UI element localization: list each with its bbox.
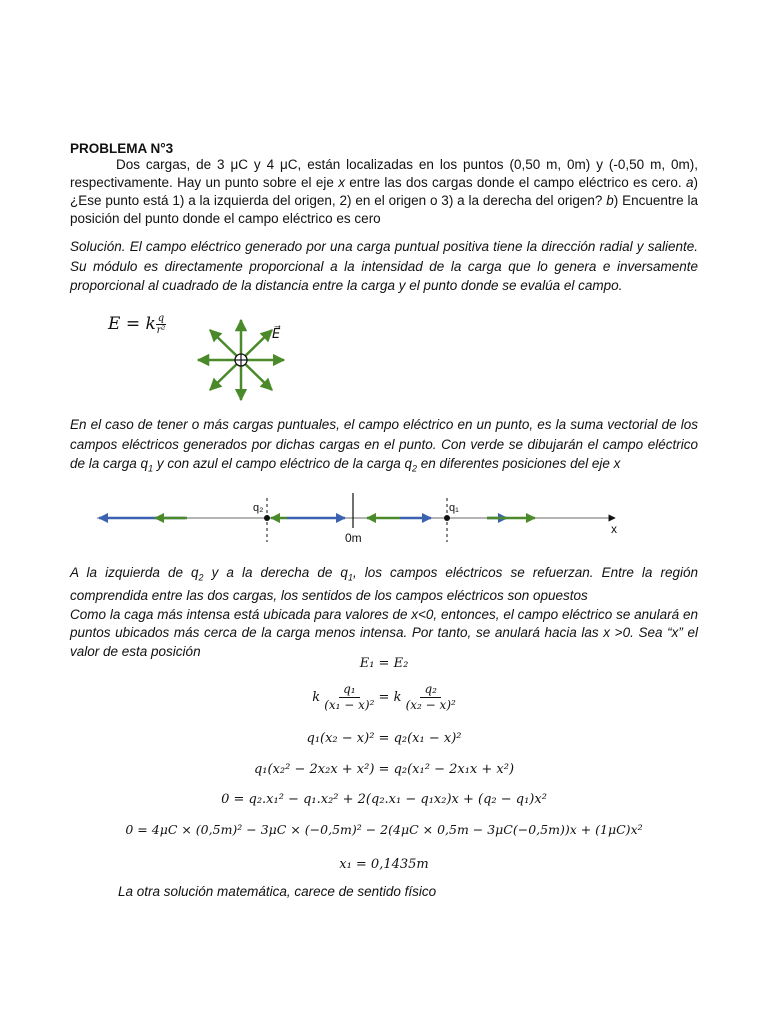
reasoning-paragraph: A la izquierda de $q_2$ y a la derecha de $q_1$, los campos eléctricos se refuerzan. Entre la región comprendida entre las dos cargas, los sentidos de los campos eléctricos son opuestos Como la caga más intensa está ubicada para valores de x<0, entonces, el campo eléctrico se anulará en puntos ubicados más cerca de la carga menos intensa. Por tanto, se anulará hacia las x >0. Sea “x” el valor de esta posición — [70, 565, 698, 659]
equation-7-result: x₁ = 0,1435m — [339, 857, 429, 872]
field-vector-label: E⃗ — [272, 326, 281, 341]
problem-statement: Dos cargas, de 3 μC y 4 μC, están localizadas en los puntos (0,50 m, 0m) y (-0,50 m, 0m), respectivamente. Hay un punto sobre el eje x entre las dos cargas donde el campo eléctrico es cero. a) ¿Ese punto está 1) a la izquierda del origen, 2) en el origen o 3) a la derecha del origen? b) Encuentre la posición del punto donde el campo eléctrico es cero — [70, 157, 699, 226]
equation-5: 0 = q₂.x₁² − q₁.x₂² + 2(q₂.x₁ − q₁x₂)x + (q₂ − q₁)x² — [221, 792, 547, 807]
equation-4: q₁(x₂² − 2x₂x + x²) = q₂(x₁² − 2x₁x + x²) — [253, 762, 515, 777]
coulomb-field-formula: E = k $\frac{q}{\text{r²}}$ — [108, 313, 166, 336]
problem-title: PROBLEMA N°3 — [70, 141, 174, 156]
equation-3: q₁(x₂ − x)² = q₂(x₁ − x)² — [306, 731, 462, 746]
origin-label: 0m — [345, 531, 362, 545]
solution-paragraph: Solución. El campo eléctrico generado por una carga puntual positiva tiene la dirección radial y saliente. Su módulo es directamente proporcional a la intensidad de la carga que lo genera e inversamente proporcional al cuadrado de la distancia entre la carga y el punto donde se evalúa el campo. — [70, 239, 698, 293]
radial-field-diagram — [190, 318, 300, 408]
superposition-paragraph: En el caso de tener o más cargas puntuales, el campo eléctrico en un punto, es la suma vectorial de los campos eléctricos generados por dichas cargas en el punto. Con verde se dibujarán el campo eléctrico de la carga $q_1$ y con azul el campo eléctrico de la carga $q_2$ en diferentes posiciones del eje x — [70, 417, 698, 474]
charge-q2-dot — [264, 515, 270, 521]
equation-1: E₁ = E₂ — [359, 656, 409, 671]
x-axis-label: x — [611, 522, 617, 536]
charge-q1-label: q₁ — [449, 502, 459, 514]
final-note: La otra solución matemática, carece de sentido físico — [118, 884, 437, 899]
charge-q2-label: q₂ — [253, 502, 264, 514]
charge-axis-diagram — [95, 490, 635, 550]
equation-2: k $\frac{\text{q₁}}{\text{(x₁ − x)²}}$ = k $\frac{\text{q₂}}{\text{(x₂ − x)²}}$ — [312, 682, 456, 712]
charge-q1-dot — [444, 515, 450, 521]
equation-6: 0 = 4μC × (0,5m)² − 3μC × (−0,5m)² − 2(4μC × 0,5m − 3μC(−0,5m))x + (1μC)x² — [125, 822, 643, 837]
